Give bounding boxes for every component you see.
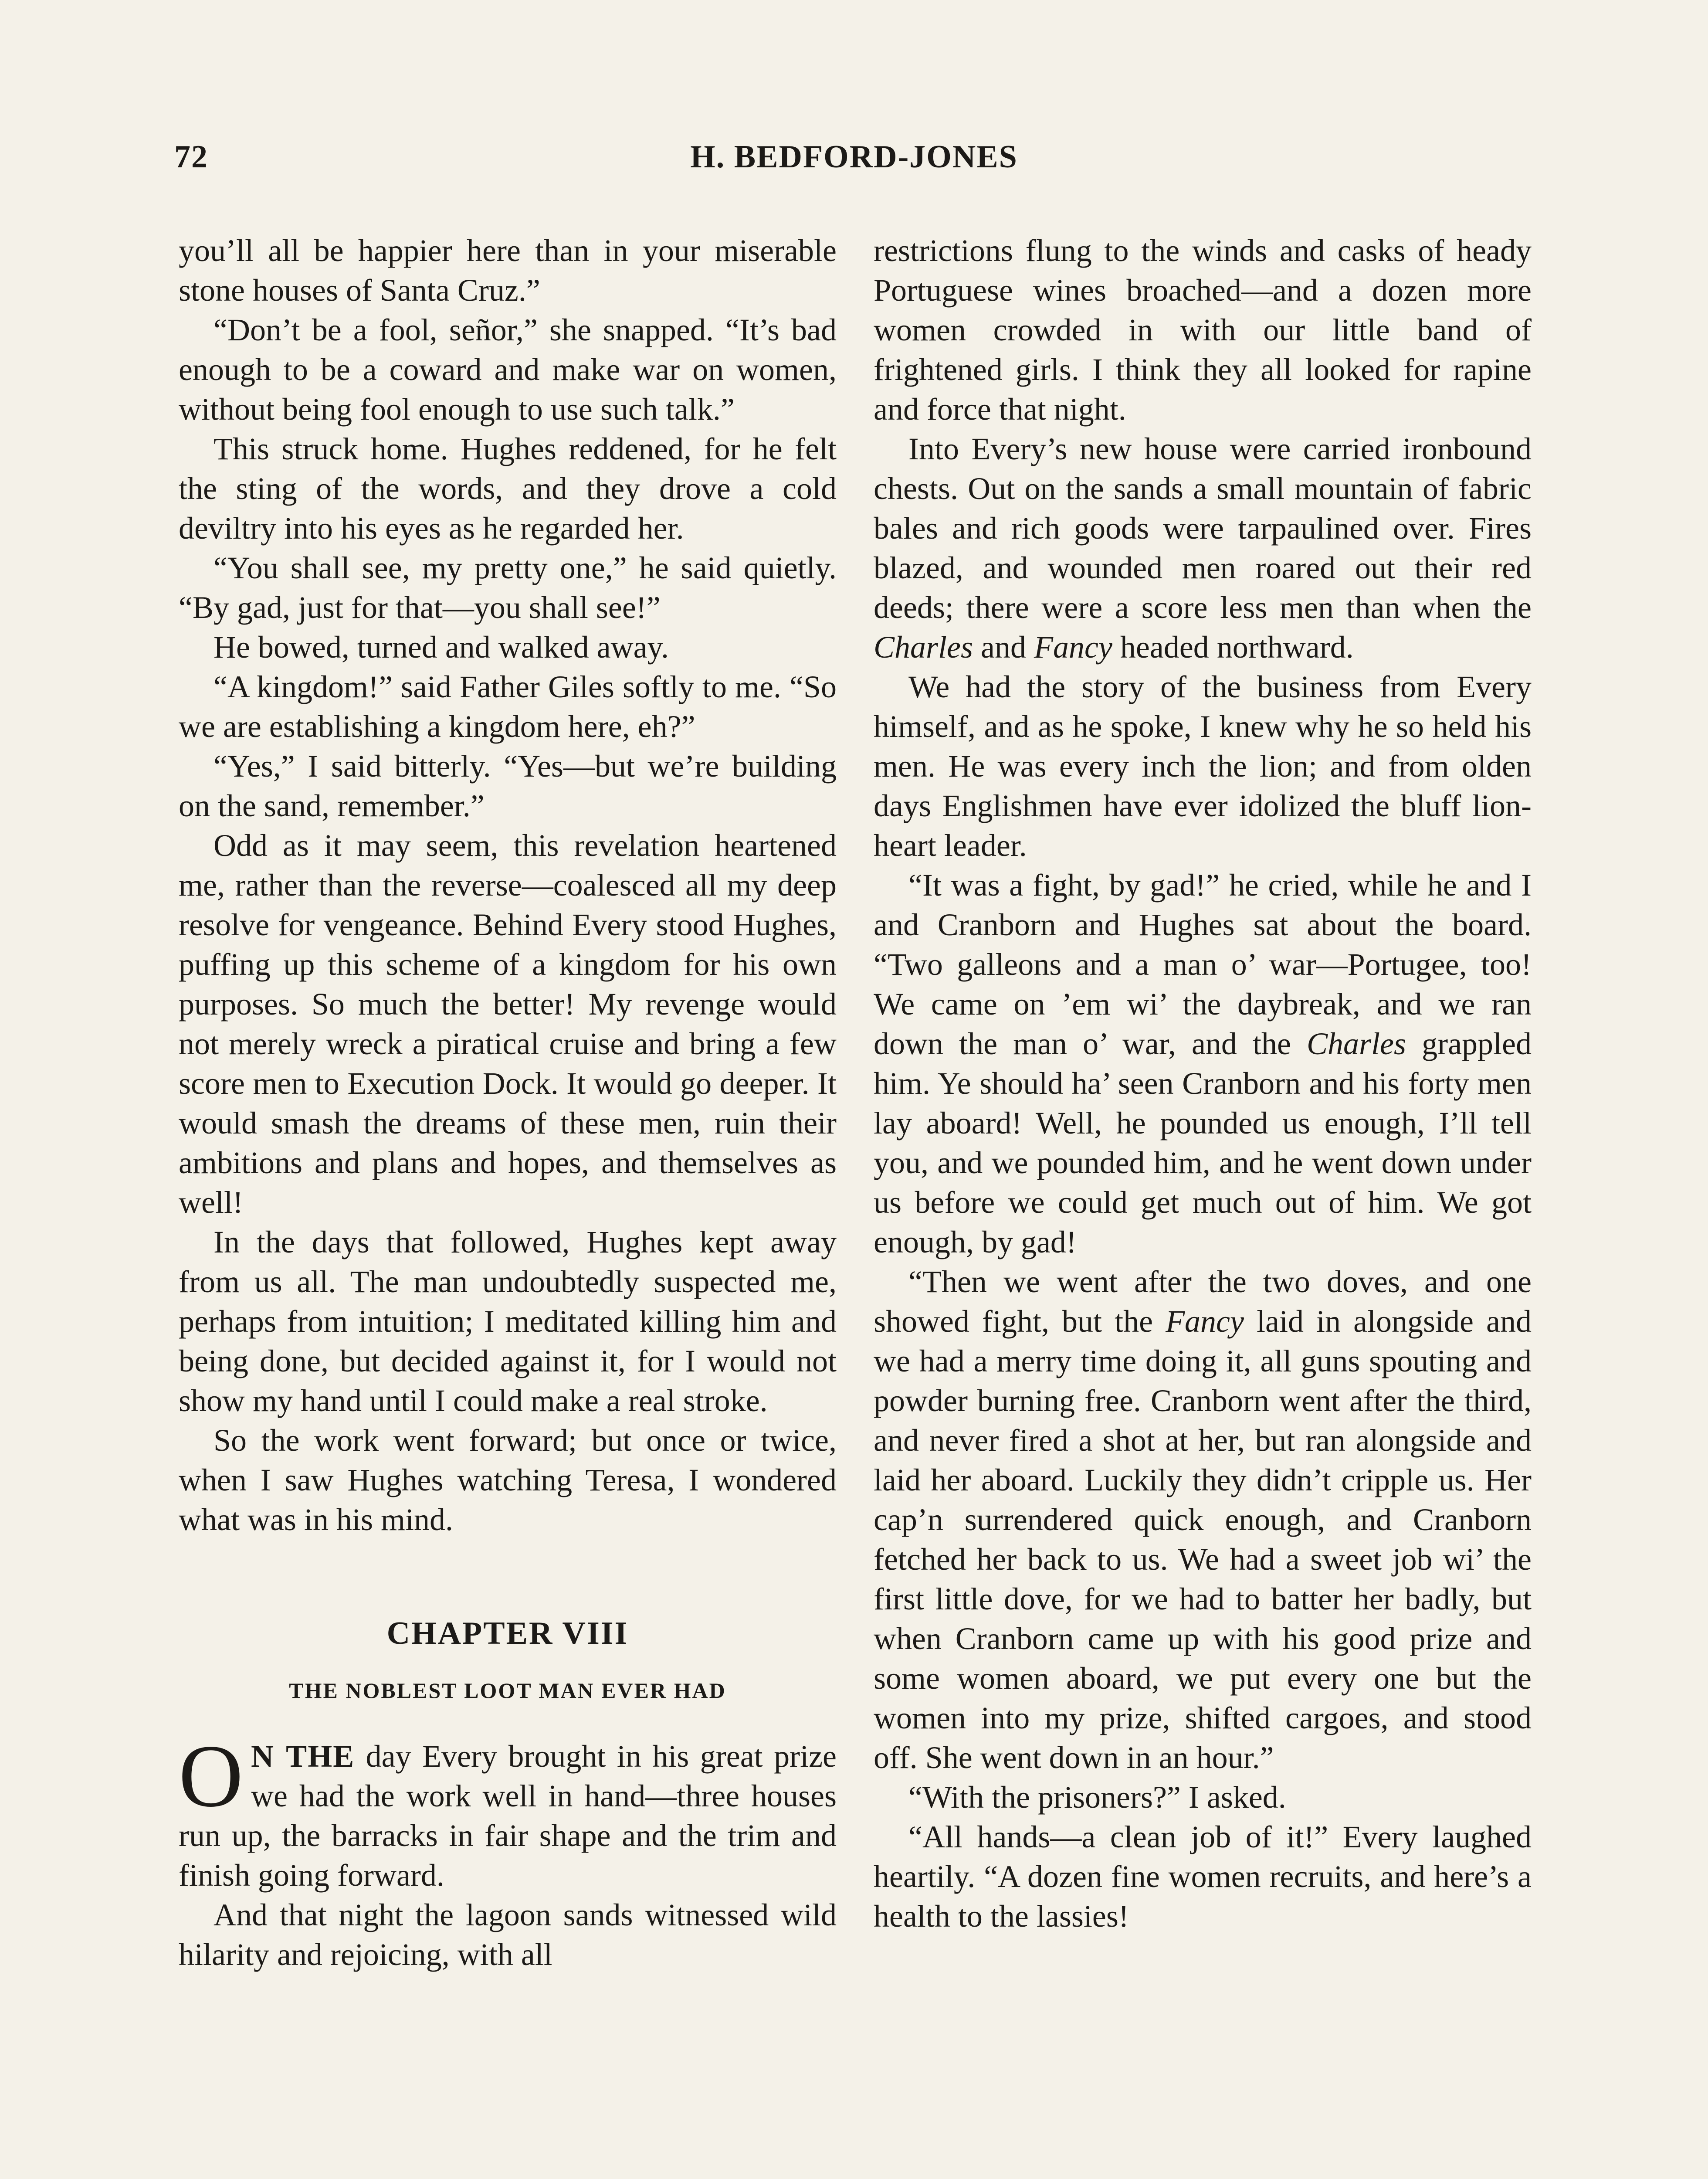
paragraph-text: “Then we went after the two doves, and one showed fight, but the	[874, 1264, 1532, 1339]
chapter-title: CHAPTER VIII	[386, 1616, 629, 1651]
paragraph	[874, 865, 1532, 1262]
paragraph-text: laid in alongside and we had a merry time doing it, all guns spouting and powder burning free. Cranborn went after the third, and never fired a shot at her, but ran alongside and laid her aboard. Luckily they didn’t cripple us. Her cap’n surrendered quick enough, and Cranborn fetched her back to us. We had a sweet job wi’ the first little dove, for we had to batter her badly, but when Cranborn came up with his good prize and some women aboard, we put every one but the women into my prize, shifted cargoes, and stood off. She went down in an hour.”	[874, 1304, 1532, 1775]
chapter-opening-paragraph	[179, 1727, 837, 1895]
ship-name: Charles	[874, 630, 973, 665]
paragraph	[874, 429, 1532, 667]
paragraph-text: headed northward.	[1112, 630, 1354, 665]
paragraph: We had the story of the business from Every himself, and as he spoke, I knew why he so held his men. He was every inch the lion; and from olden days Englishmen have ever idolized the bluff lionheart leader.	[874, 669, 1532, 863]
paragraph: you’ll all be happier here than in your miserable stone houses of Santa Cruz.”	[179, 233, 837, 308]
paragraph: “All hands—a clean job of it!” Every laughed heartily. “A dozen fine women recruits, and here’s a health to the lassies!	[874, 1819, 1532, 1934]
paragraph	[874, 1262, 1532, 1778]
paragraph: restrictions flung to the winds and casks of heady Portuguese wines broached—and a dozen more women crowded in with our little band of frightened girls. I think they all looked for rapine and force that night.	[874, 233, 1532, 427]
paragraph: “With the prisoners?” I asked.	[908, 1780, 1286, 1815]
paragraph: “You shall see, my pretty one,” he said quietly. “By gad, just for that—you shall see!”	[179, 550, 837, 625]
left-column	[179, 231, 837, 1975]
ship-name: Fancy	[1034, 630, 1112, 665]
ship-name: Fancy	[1166, 1304, 1244, 1339]
right-column	[874, 231, 1532, 1936]
running-head: H. BEDFORD-JONES	[690, 139, 1018, 175]
page-number: 72	[174, 139, 208, 175]
paragraph: This struck home. Hughes reddened, for he felt the sting of the words, and they drove a cold deviltry into his eyes as he regarded her.	[179, 431, 837, 546]
opening-caps: N THE	[251, 1739, 355, 1774]
paragraph: So the work went forward; but once or twice, when I saw Hughes watching Teresa, I wondered what was in his mind.	[179, 1423, 837, 1537]
paragraph: “Don’t be a fool, señor,” she snapped. “It’s bad enough to be a coward and make war on women, without being fool enough to use such talk.”	[179, 312, 837, 427]
paragraph-text: grappled him. Ye should ha’ seen Cranborn and his forty men lay aboard! Well, he pounded us enough, I’ll tell you, and we pounded him, and he went down under us before we could get much out of him. We got enough, by gad!	[874, 1026, 1532, 1259]
paragraph-text: and	[973, 630, 1034, 665]
paragraph: “A kingdom!” said Father Giles softly to me. “So we are establishing a kingdom here, eh?”	[179, 669, 837, 744]
paragraph-text: “It was a fight, by gad!” he cried, while he and I and Cranborn and Hughes sat about the board. “Two galleons and a man o’ war—Portugee, too! We came on ’em wi’ the daybreak, and we ran down the man o’ war, and the	[874, 868, 1532, 1061]
opening-text: day Every brought in his great prize we had the work well in hand—three houses run up, the barracks in fair shape and the trim and finish going forward.	[179, 1739, 837, 1893]
ship-name: Charles	[1307, 1026, 1406, 1061]
paragraph: Odd as it may seem, this revelation heartened me, rather than the reverse—coalesced all my deep resolve for vengeance. Behind Every stood Hughes, puffing up this scheme of a kingdom for his own purposes. So much the better! My revenge would not merely wreck a piratical cruise and bring a few score men to Execution Dock. It would go deeper. It would smash the dreams of these men, ruin their ambitions and plans and hopes, and themselves as well!	[179, 828, 837, 1220]
page-header	[174, 139, 1534, 187]
paragraph-text: Into Every’s new house were carried ironbound chests. Out on the sands a small mountain of fabric bales and rich goods were tarpaulined over. Fires blazed, and wounded men roared out their red deeds; there were a score less men than when the	[874, 431, 1532, 625]
paragraph: And that night the lagoon sands witnessed wild hilarity and rejoicing, with all	[179, 1897, 837, 1972]
drop-cap: O	[179, 1727, 244, 1826]
chapter-subtitle: THE NOBLEST LOOT MAN EVER HAD	[289, 1678, 726, 1703]
paragraph: He bowed, turned and walked away.	[214, 630, 669, 665]
paragraph: In the days that followed, Hughes kept away from us all. The man undoubtedly suspected me, perhaps from intuition; I meditated killing him and being done, but decided against it, for I would not show my hand until I could make a real stroke.	[179, 1225, 837, 1418]
paragraph: “Yes,” I said bitterly. “Yes—but we’re building on the sand, remember.”	[179, 749, 837, 823]
